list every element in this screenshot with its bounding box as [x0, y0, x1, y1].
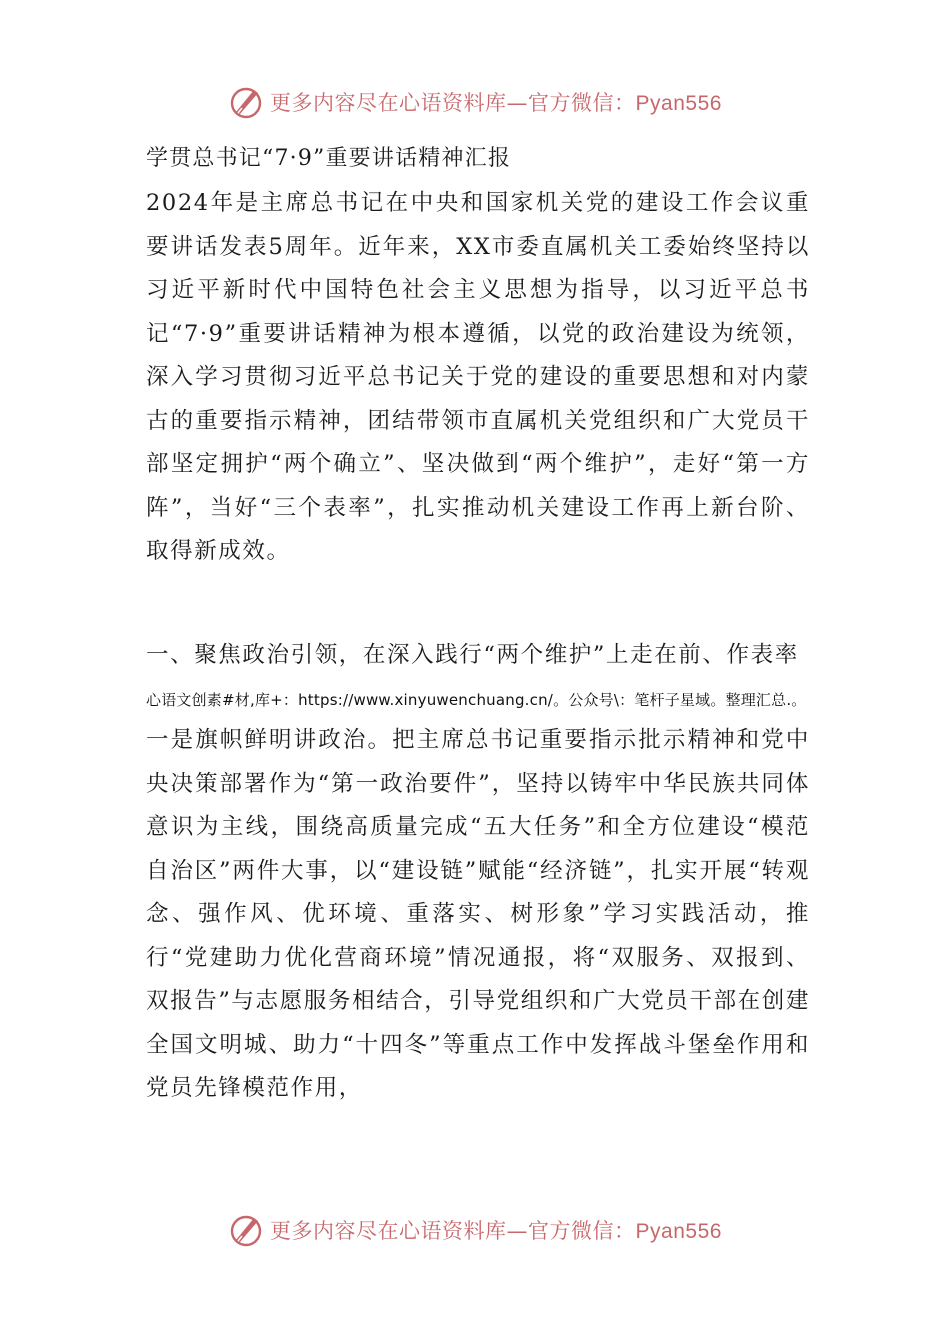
- intro-paragraph: 2024年是主席总书记在中央和国家机关党的建设工作会议重要讲话发表5周年。近年来，XX市委直属机关工委始终坚持以习近平新时代中国特色社会主义思想为指导，以习近平总书记“7·9”重要讲话精神为根本遵循，以党的政治建设为统领，深入学习贯彻习近平总书记关于党的建设的重要思想和对内蒙古的重要指示精神，团结带领市直属机关党组织和广大党员干部坚定拥护“两个确立”、坚决做到“两个维护”，走好“第一方阵”，当好“三个表率”，扎实推动机关建设工作再上新台阶、取得新成效。: [146, 190, 810, 564]
- section-body-paragraph: 一是旗帜鲜明讲政治。把主席总书记重要指示批示精神和党中央决策部署作为“第一政治要件”，坚持以铸牢中华民族共同体意识为主线，围绕高质量完成“五大任务”和全方位建设“模范自治区”两件大事，以“建设链”赋能“经济链”，扎实开展“转观念、强作风、优环境、重落实、树形象”学习实践活动，推行“党建助力优化营商环境”情况通报，将“双服务、双报到、双报告”与志愿服务相结合，引导党组织和广大党员干部在创建全国文明城、助力“十四冬”等重点工作中发挥战斗堡垒作用和党员先锋模范作用，: [146, 727, 810, 1101]
- wechat-id: Pyan556: [635, 92, 722, 115]
- section-heading: 一、聚焦政治引领，在深入践行“两个维护”上走在前、作表率: [146, 641, 799, 668]
- document-body: [146, 142, 810, 1111]
- header-banner: [0, 80, 950, 124]
- document-title: 学贯总书记“7·9”重要讲话精神汇报: [146, 146, 512, 171]
- banner-text: 更多内容尽在心语资料库—官方微信：Pyan556: [270, 91, 722, 115]
- footer-banner: [0, 1208, 950, 1252]
- quill-pen-logo-icon: [228, 1212, 264, 1248]
- wechat-id: Pyan556: [635, 1220, 722, 1243]
- watermark-note: 心语文创素#材,库+：https://www.xinyuwenchuang.cn/。公众号\：笔杆子星域。整理汇总.。: [146, 691, 807, 709]
- quill-pen-logo-icon: [228, 84, 264, 120]
- banner-text: 更多内容尽在心语资料库—官方微信：Pyan556: [270, 1219, 722, 1243]
